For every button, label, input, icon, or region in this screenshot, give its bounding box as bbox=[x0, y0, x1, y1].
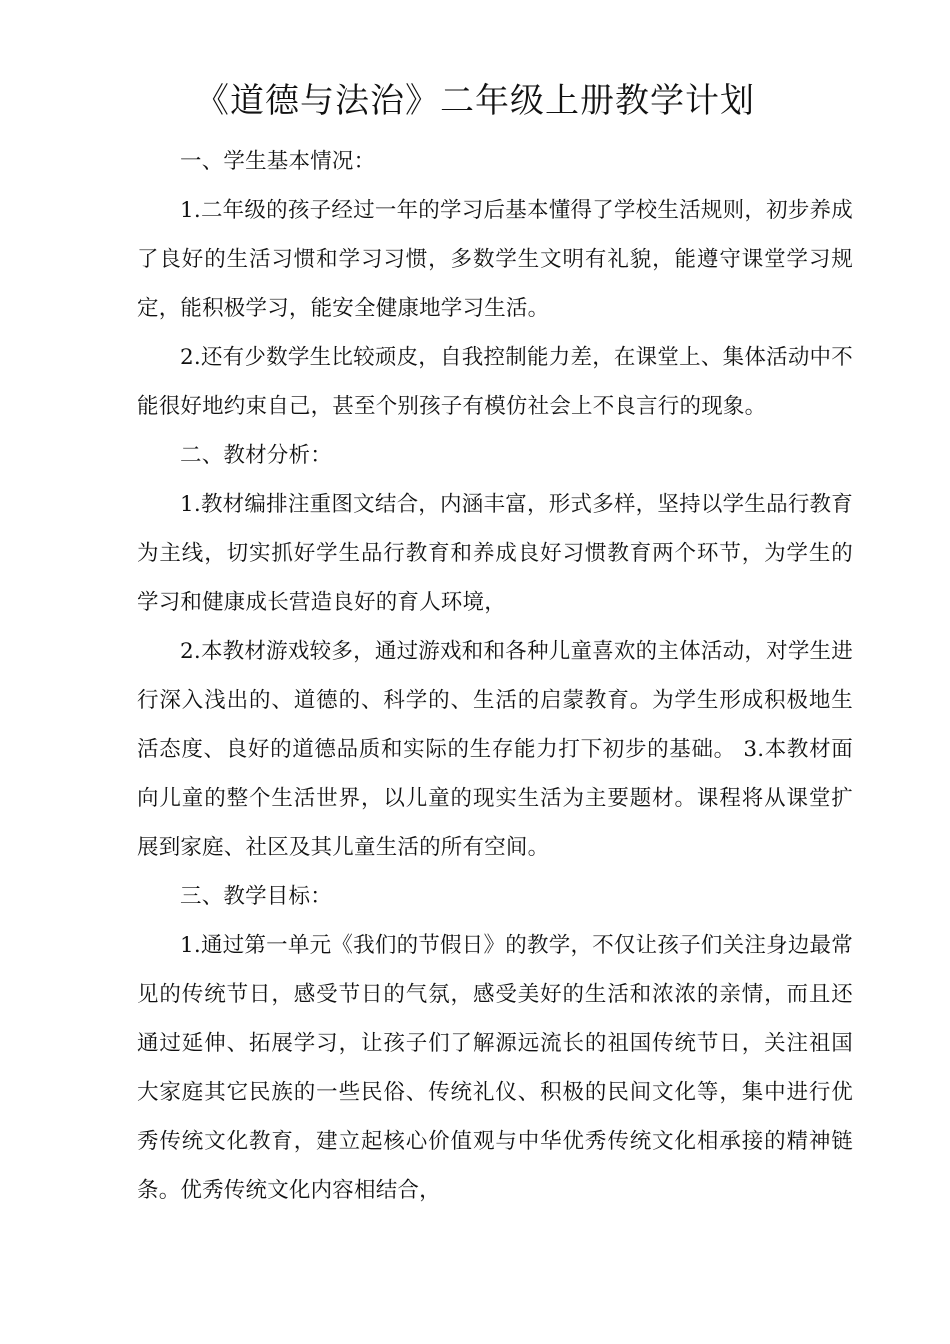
section-heading-student-situation: 一、学生基本情况： bbox=[180, 149, 376, 174]
paragraph-textbook-2: 2.本教材游戏较多，通过游戏和和各种儿童喜欢的主体活动，对学生进行深入浅出的、道德的、科学的、生活的启蒙教育。为学生形成积极地生活态度、良好的道德品质和实际的生存能力打下初步的基础。 3.本教材面向儿童的整个生活世界，以儿童的现实生活为主要题材。课程将从课堂扩展到家庭、社区及其儿童生活的所有空间。 bbox=[137, 639, 853, 860]
paragraph-goals-1: 1.通过第一单元《我们的节假日》的教学，不仅让孩子们关注身边最常见的传统节日，感受节日的气氛，感受美好的生活和浓浓的亲情，而且还通过延伸、拓展学习，让孩子们了解源远流长的祖国传统节日，关注祖国大家庭其它民族的一些民俗、传统礼仪、积极的民间文化等，集中进行优秀传统文化教育，建立起核心价值观与中华优秀传统文化相承接的精神链条。优秀传统文化内容相结合， bbox=[137, 933, 853, 1203]
section-heading-textbook-analysis: 二、教材分析： bbox=[180, 443, 332, 468]
document-body bbox=[137, 137, 853, 1215]
paragraph-textbook-1: 1.教材编排注重图文结合，内涵丰富，形式多样，坚持以学生品行教育为主线，切实抓好学生品行教育和养成良好习惯教育两个环节，为学生的学习和健康成长营造良好的育人环境， bbox=[137, 492, 853, 615]
paragraph-student-2: 2.还有少数学生比较顽皮，自我控制能力差，在课堂上、集体活动中不能很好地约束自己，甚至个别孩子有模仿社会上不良言行的现象。 bbox=[137, 345, 853, 419]
document-title: 《道德与法治》二年级上册教学计划 bbox=[195, 81, 755, 121]
paragraph-student-1: 1.二年级的孩子经过一年的学习后基本懂得了学校生活规则，初步养成了良好的生活习惯和学习习惯，多数学生文明有礼貌，能遵守课堂学习规定，能积极学习，能安全健康地学习生活。 bbox=[137, 198, 853, 321]
section-heading-teaching-goals: 三、教学目标： bbox=[180, 884, 332, 909]
